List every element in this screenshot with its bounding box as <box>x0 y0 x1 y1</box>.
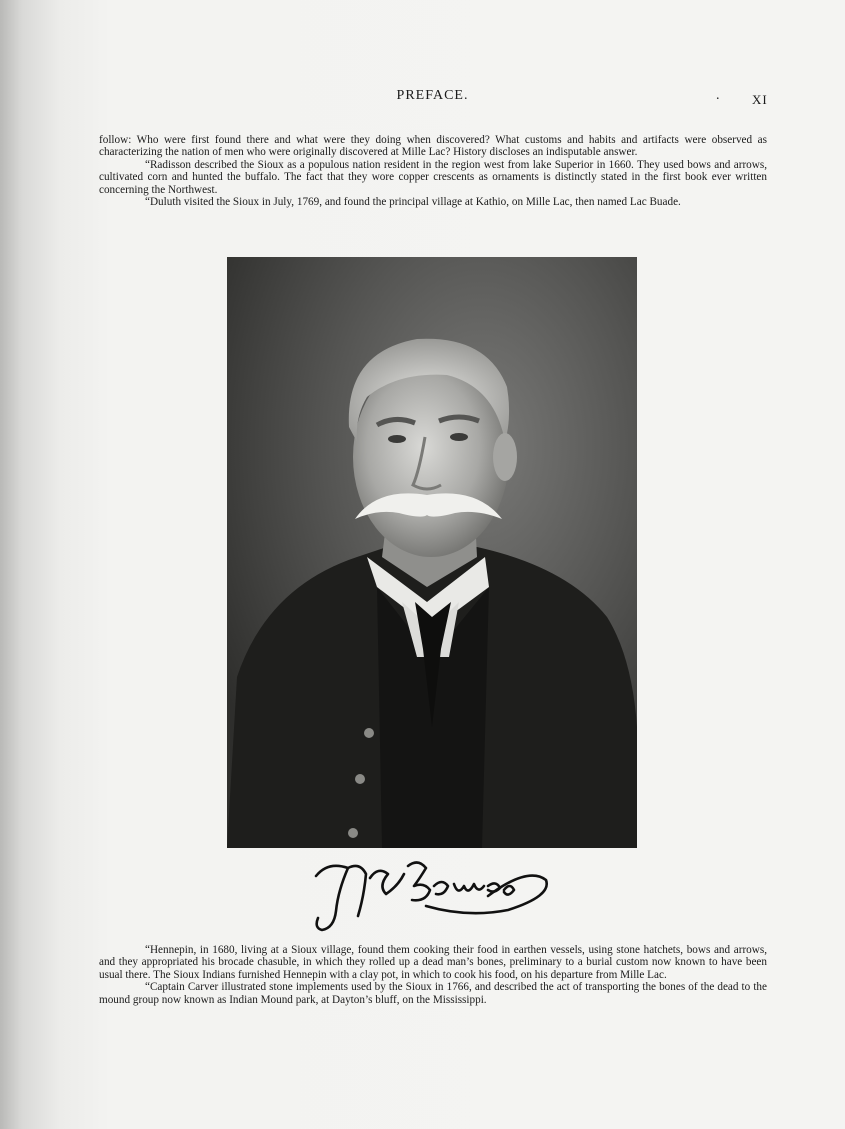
paragraph: “Radisson described the Sioux as a populous nation resident in the region west from lake Superior in 1660. They used bows and arrows, cultivated corn and hunted the buffalo. The fact that they wore copper crescents as ornaments is distinctly stated in the first book ever written concerning the Northwest. <box>99 158 767 196</box>
top-text-block <box>99 134 767 208</box>
header-dot: . <box>716 88 720 103</box>
signature <box>308 856 553 938</box>
paragraph: “Duluth visited the Sioux in July, 1769, and found the principal village at Kathio, on Mille Lac, then named Lac Buade. <box>145 196 681 209</box>
page-header-title: PREFACE. <box>396 88 469 103</box>
paragraph: follow: Who were first found there and what were they doing when discovered? What customs and habits and artifacts were observed as characterizing the nation of men who were originally discovered at Mille Lac? History discloses an indisputable answer. <box>99 134 767 159</box>
page-number: XI <box>752 92 768 107</box>
bottom-text-block <box>99 944 767 1006</box>
signature-image <box>308 856 553 938</box>
portrait-photograph <box>227 257 637 848</box>
paragraph: “Captain Carver illustrated stone implements used by the Sioux in 1766, and described the act of transporting the bones of the dead to the mound group now known as Indian Mound park, at Dayton’s bluff, on the Mississippi. <box>99 981 767 1006</box>
paragraph: “Hennepin, in 1680, living at a Sioux village, found them cooking their food in earthen vessels, using stone hatchets, bows and arrows, and they appropriated his brocade chasuble, in which they rolled up a dead man’s bones, preliminary to a burial custom now known to have been usual there. The Sioux Indians furnished Hennepin with a clay pot, in which to cook his food, on his departure from Mille Lac. <box>99 944 767 981</box>
portrait-image <box>227 257 637 848</box>
